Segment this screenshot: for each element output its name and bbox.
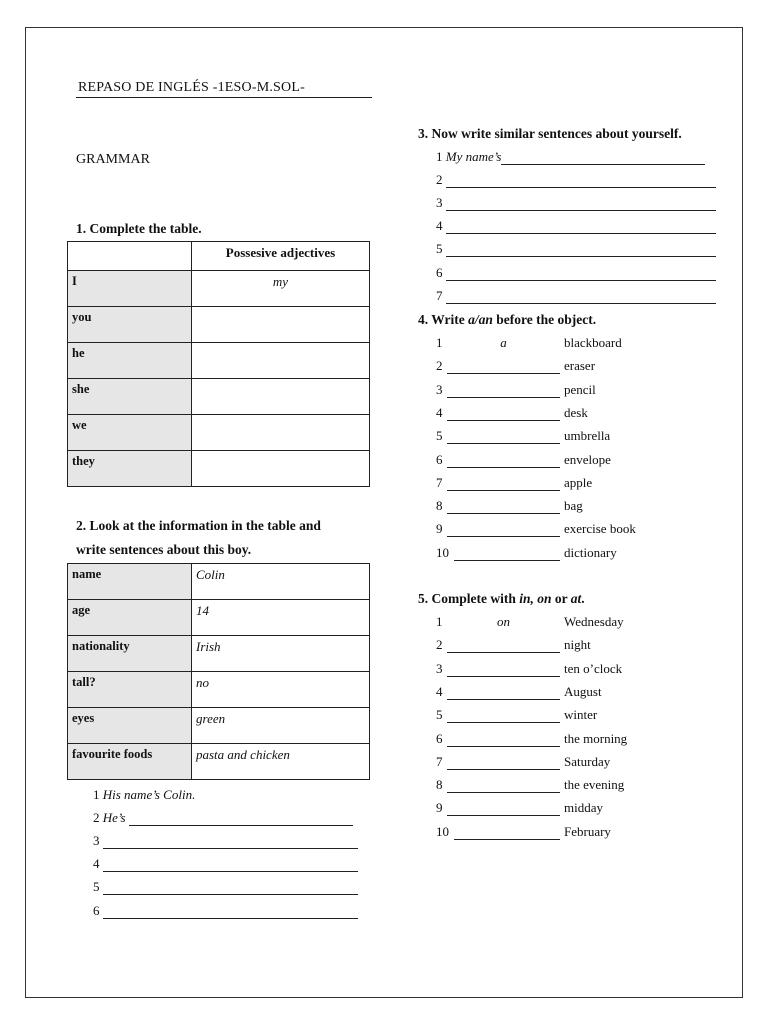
answer-blank[interactable] [447,732,560,747]
item-number: 3 [436,381,443,397]
grammar-heading: GRAMMAR [76,152,150,167]
answer-blank[interactable] [447,453,560,468]
list-item [436,824,611,840]
sentence-line [436,149,705,165]
pronoun-label: you [68,307,192,343]
table-row [68,451,370,487]
info-value: Irish [192,636,370,672]
info-label: tall? [68,672,192,708]
item-word: envelope [564,451,611,467]
line-number: 6 [93,903,100,918]
answer-blank[interactable] [454,825,560,840]
answer-line[interactable] [103,834,358,849]
sentence-line [436,172,716,188]
answer-blank[interactable] [447,778,560,793]
line-number: 2 [436,172,443,187]
answer-blank[interactable] [447,429,560,444]
item-number: 5 [436,428,443,444]
list-item [436,614,624,630]
item-word: the morning [564,730,628,746]
answer-blank[interactable] [447,801,560,816]
sentence-start: My name’s [445,149,502,164]
table-row [68,636,370,672]
ex4-heading-pre: 4. Write [418,312,469,327]
sentence-line [93,856,358,872]
line-number: 5 [93,879,100,894]
sentence-line [436,265,716,281]
possessive-cell[interactable] [192,451,370,487]
info-label: favourite foods [68,744,192,780]
answer-blank[interactable] [447,406,560,421]
answer-line[interactable] [446,289,716,304]
list-item [436,358,595,374]
answer-blank[interactable] [447,708,560,723]
list-item [436,545,617,561]
info-value: no [192,672,370,708]
ex4-heading-em: a/an [468,312,493,327]
line-number: 1 [93,787,100,802]
item-number: 2 [436,637,443,653]
list-item [436,405,588,421]
item-number: 1 [436,335,443,350]
item-number: 6 [436,730,443,746]
pronoun-label: they [68,451,192,487]
table-row [68,343,370,379]
answer-line[interactable] [103,857,358,872]
answer-blank[interactable] [447,638,560,653]
item-number: 9 [436,521,443,537]
sentence-line [93,879,358,895]
item-word: desk [564,404,588,420]
answer-blank[interactable] [447,359,560,374]
info-label: name [68,564,192,600]
line-number: 7 [436,288,443,303]
item-word: Wednesday [564,614,624,629]
item-number: 7 [436,753,443,769]
info-value: Colin [192,564,370,600]
sentence-line [93,787,195,803]
item-word: February [564,823,611,839]
sentence-line [436,195,716,211]
ex2-heading-line2: write sentences about this boy. [76,542,252,557]
line-number: 3 [436,195,443,210]
pronoun-label: we [68,415,192,451]
ex1-heading: 1. Complete the table. [76,221,202,236]
sentence-line [93,833,358,849]
item-number: 6 [436,451,443,467]
answer-blank[interactable] [454,546,560,561]
ex5-heading-pre: 5. Complete with [418,591,520,606]
answer-blank[interactable] [447,522,560,537]
table-row [68,415,370,451]
info-value: pasta and chicken [192,744,370,780]
table-row [68,708,370,744]
answer-blank[interactable] [447,499,560,514]
list-item [436,731,627,747]
item-number: 9 [436,800,443,816]
ex5-heading-em2: at [570,591,582,606]
line-number: 2 [93,810,100,825]
item-word: dictionary [564,544,617,560]
item-word: exercise book [564,521,636,537]
possessive-cell[interactable]: my [192,271,370,307]
item-word: eraser [564,358,596,374]
table-row [68,379,370,415]
answer-blank[interactable]: a [500,335,507,350]
item-word: blackboard [564,335,622,350]
possessive-cell[interactable] [192,379,370,415]
answer-blank[interactable] [447,476,560,491]
item-number: 3 [436,660,443,676]
item-number: 10 [436,823,449,839]
line-number: 4 [436,218,443,233]
item-number: 7 [436,474,443,490]
ex5-heading-em1: in, on [519,591,552,606]
item-word: ten o’clock [564,660,623,676]
sentence-line [93,903,358,919]
item-word: August [564,683,602,699]
ex5-heading-post: . [581,591,585,606]
sentence-line [436,241,716,257]
answer-line[interactable] [446,196,716,211]
answer-blank[interactable]: on [497,614,510,629]
answer-line[interactable] [446,266,716,281]
table-row [68,672,370,708]
answer-line[interactable] [446,173,716,188]
column-header: Possesive adjectives [192,242,370,271]
pronoun-label: she [68,379,192,415]
list-item [436,475,592,491]
item-word: winter [564,707,598,723]
item-number: 4 [436,404,443,420]
item-word: umbrella [564,428,611,444]
table-row [68,271,370,307]
pronoun-label: he [68,343,192,379]
item-number: 1 [436,614,443,629]
sentence-line [436,218,716,234]
possessive-table [67,241,370,487]
answer-line[interactable] [129,811,353,826]
sentence-start: He’s [102,810,126,825]
ex4-heading [418,312,596,328]
list-item [436,521,636,537]
info-label: eyes [68,708,192,744]
info-label: nationality [68,636,192,672]
answer-blank[interactable] [447,662,560,677]
answer-blank[interactable] [447,685,560,700]
line-number: 3 [93,833,100,848]
sentence-line [93,810,353,826]
answer-line[interactable] [501,150,705,165]
item-word: Saturday [564,753,611,769]
document-title: REPASO DE INGLÉS -1ESO-M.SOL- [78,80,305,95]
table-row [68,307,370,343]
item-number: 5 [436,707,443,723]
list-item [436,777,624,793]
ex5-heading-mid: or [551,591,571,606]
answer-blank[interactable] [447,755,560,770]
list-item [436,684,602,700]
possessive-cell[interactable] [192,415,370,451]
item-word: night [564,637,591,653]
list-item [436,754,610,770]
item-word: pencil [564,381,596,397]
item-word: the evening [564,777,625,793]
item-word: apple [564,474,593,490]
list-item [436,452,611,468]
ex4-heading-post: before the object. [492,312,597,327]
table-corner-cell [68,242,192,271]
list-item [436,382,596,398]
line-number: 5 [436,241,443,256]
title-underline [76,97,372,98]
answer-line[interactable] [103,904,358,919]
ex5-heading [418,591,585,607]
list-item [436,335,622,351]
line-number: 6 [436,265,443,280]
item-number: 10 [436,544,449,560]
answer-line[interactable] [103,880,358,895]
info-value: green [192,708,370,744]
table-row [68,744,370,780]
item-number: 2 [436,358,443,374]
list-item [436,661,622,677]
example-sentence: His name’s Colin. [102,787,196,802]
possessive-cell[interactable] [192,343,370,379]
item-word: midday [564,800,603,816]
answer-line[interactable] [446,242,716,257]
list-item [436,498,583,514]
info-value: 14 [192,600,370,636]
ex2-heading-line1: 2. Look at the information in the table and [76,518,321,533]
table-row [68,564,370,600]
info-label: age [68,600,192,636]
list-item [436,637,591,653]
line-number: 1 [436,149,443,164]
list-item [436,428,610,444]
answer-blank[interactable] [447,383,560,398]
item-number: 8 [436,498,443,514]
list-item [436,707,597,723]
sentence-line [436,288,716,304]
boy-info-table [67,563,370,780]
ex3-heading: 3. Now write similar sentences about yourself. [418,126,682,141]
answer-line[interactable] [446,219,716,234]
possessive-cell[interactable] [192,307,370,343]
list-item [436,800,603,816]
pronoun-label: I [68,271,192,307]
item-number: 4 [436,683,443,699]
line-number: 4 [93,856,100,871]
table-row [68,600,370,636]
item-number: 8 [436,777,443,793]
item-word: bag [564,498,583,514]
